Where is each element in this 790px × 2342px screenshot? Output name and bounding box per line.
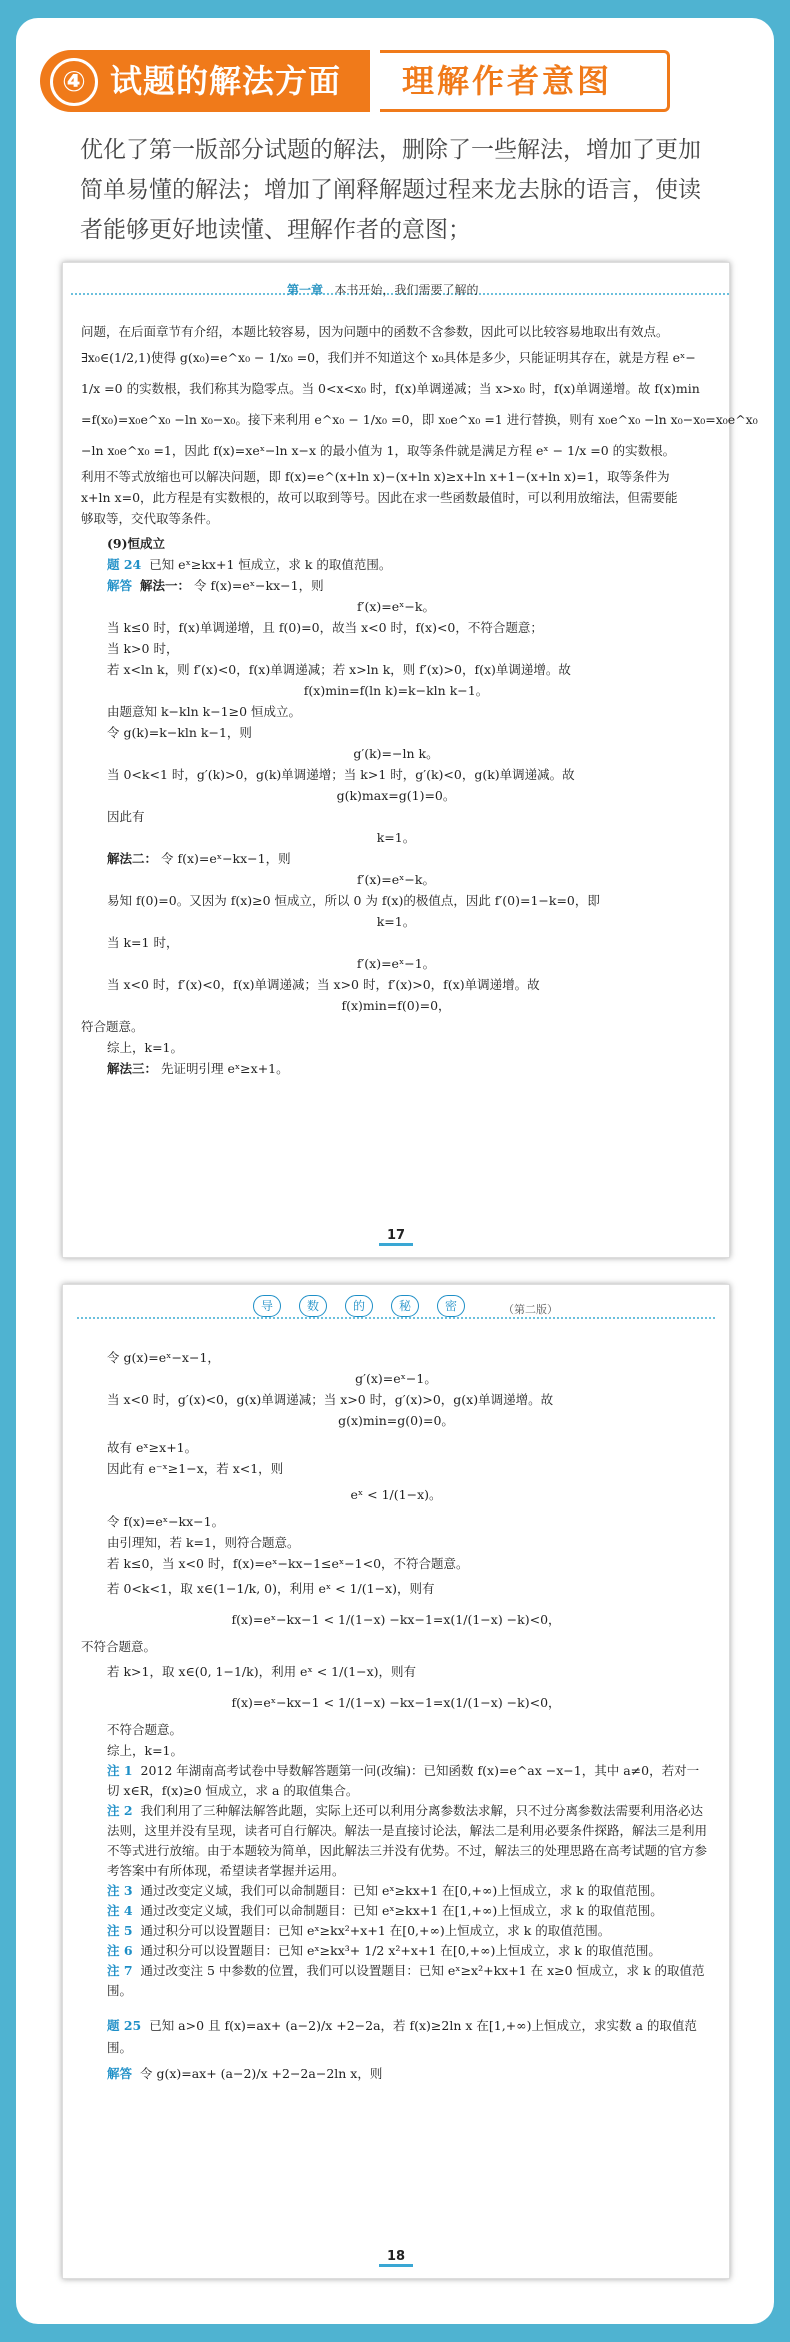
- text-line: 若 k>1，取 x∈(0, 1−1/k)，利用 eˣ < 1/(1−x)，则有: [107, 1664, 417, 1679]
- banner-title: 试题的解法方面: [110, 62, 342, 100]
- page-number-text: 17: [379, 1228, 413, 1246]
- page-number: [63, 1228, 729, 1243]
- text-line: 若 k≤0，当 x<0 时，f(x)=eˣ−kx−1≤eˣ−1<0，不符合题意。: [107, 1556, 469, 1571]
- formula-line: f′(x)=eˣ−k。: [357, 599, 435, 614]
- banner-subtitle-box: [380, 50, 670, 112]
- note-6: [81, 1941, 711, 1961]
- answer-start: [81, 2063, 711, 2084]
- header-chapter: 第一章: [287, 283, 324, 297]
- text-line: −ln x₀e^x₀ =1，因此 f(x)=xeˣ−ln x−x 的最小值为 1，取等条件就是满足方程 eˣ − 1/x =0 的实数根。: [81, 443, 676, 458]
- text-line: 由题意知 k−kln k−1≥0 恒成立。: [107, 704, 302, 719]
- question-label: 题 25: [107, 2018, 142, 2033]
- text-line: 故有 eˣ≥x+1。: [107, 1440, 198, 1455]
- formula-line: eˣ < 1/(1−x)。: [350, 1487, 442, 1502]
- header-edition: （第二版）: [503, 1303, 558, 1316]
- solution-text: 令 f(x)=eˣ−kx−1，则: [161, 851, 291, 866]
- text-line: 若 0<k<1，取 x∈(1−1/k, 0)，利用 eˣ < 1/(1−x)，则有: [107, 1581, 435, 1596]
- solution-text: 令 f(x)=eˣ−kx−1，则: [193, 578, 324, 593]
- header-dotted-rule: [77, 1317, 715, 1319]
- note-text: 通过积分可以设置题目：已知 eˣ≥kx³+ 1/2 x²+x+1 在[0,+∞)上恒成立，求 k 的取值范围。: [140, 1943, 661, 1958]
- formula-line: f′(x)=eˣ−k。: [357, 872, 435, 887]
- banner-title-box: [40, 50, 370, 112]
- note-label: 注 5: [107, 1923, 133, 1938]
- text-line: 当 x<0 时，f′(x)<0，f(x)单调递减；当 x>0 时，f′(x)>0，f(x)单调递增。故: [107, 977, 540, 992]
- note-text: 2012 年湖南高考试卷中导数解答题第一问(改编)：已知函数 f(x)=e^ax −x−1，其中 a≠0，若对一切 x∈R，f(x)≥0 恒成立，求 a 的取值集合。: [107, 1763, 700, 1798]
- formula-line: g′(x)=eˣ−1。: [355, 1371, 437, 1386]
- page-body: [81, 1347, 711, 2084]
- text-line: 不符合题意。: [107, 1722, 183, 1737]
- section-heading: (9)恒成立: [107, 536, 166, 551]
- book-page-17: [62, 262, 758, 1258]
- banner-number: ④: [50, 58, 98, 106]
- answer-text: 令 g(x)=ax+ (a−2)/x +2−2a−2ln x，则: [139, 2066, 383, 2081]
- question-25: [81, 2015, 711, 2059]
- text-line: =f(x₀)=x₀e^x₀ −ln x₀−x₀。接下来利用 e^x₀ − 1/x₀ =0，即 x₀e^x₀ =1 进行替换，则有 x₀e^x₀ −ln x₀−x₀=x₀e^x₀: [81, 412, 758, 427]
- formula-line: f(x)min=f(0)=0，: [341, 998, 451, 1013]
- formula-line: f′(x)=eˣ−1。: [356, 956, 436, 971]
- page-header: [63, 1295, 729, 1323]
- solution-2-start: [81, 848, 711, 869]
- note-text: 我们利用了三种解法解答此题，实际上还可以利用分离参数法求解，只不过分离参数法需要利用洛必达法则，这里并没有呈现，读者可自行解决。解法一是直接讨论法，解法二是利用必要条件探路，解法三是利用不等式进行放缩。由于本题较为简单，因此解法三并没有优势。不过，解法三的处理思路在高考试题的官方参考答案中有所体现，希望读者掌握并运用。: [107, 1803, 708, 1878]
- question-24: [81, 554, 711, 575]
- banner-subtitle: 理解作者意图: [402, 62, 613, 100]
- solution-label: 解法三：: [107, 1061, 158, 1076]
- formula-line: f(x)min=f(ln k)=k−kln k−1。: [303, 683, 489, 698]
- text-line: 当 k>0 时，: [107, 641, 179, 656]
- formula-line: k=1。: [376, 914, 416, 929]
- note-3: [81, 1881, 711, 1901]
- note-text: 通过改变定义域，我们可以命制题目：已知 eˣ≥kx+1 在[1,+∞)上恒成立，求 k 的取值范围。: [140, 1903, 663, 1918]
- header-book-title: [253, 1295, 465, 1317]
- note-4: [81, 1901, 711, 1921]
- solution-1-start: [81, 575, 711, 596]
- header-text: [287, 281, 478, 298]
- note-text: 通过改变注 5 中参数的位置，我们可以设置题目：已知 eˣ≥x²+kx+1 在 x≥0 恒成立，求 k 的取值范围。: [107, 1963, 705, 1998]
- solution-text: 先证明引理 eˣ≥x+1。: [161, 1061, 289, 1076]
- formula-line: f(x)=eˣ−kx−1 < 1/(1−x) −kx−1=x(1/(1−x) −k)<0，: [231, 1695, 561, 1710]
- text-line: 综上，k=1。: [107, 1743, 184, 1758]
- note-label: 注 7: [107, 1963, 133, 1978]
- text-line: 当 k=1 时，: [107, 935, 179, 950]
- header-title: 本书开始，我们需要了解的: [334, 283, 479, 297]
- note-2: [81, 1801, 711, 1881]
- note-text: 通过积分可以设置题目：已知 eˣ≥kx²+x+1 在[0,+∞)上恒成立，求 k 的取值范围。: [140, 1923, 611, 1938]
- text-line: 够取等，交代取等条件。: [81, 511, 219, 526]
- formula-line: f(x)=eˣ−kx−1 < 1/(1−x) −kx−1=x(1/(1−x) −k)<0，: [231, 1612, 561, 1627]
- solution-label: 解法二：: [107, 851, 158, 866]
- note-label: 注 4: [107, 1903, 133, 1918]
- page-number: [63, 2249, 729, 2264]
- text-line: x+ln x=0，此方程是有实数根的，故可以取到等号。因此在求一些函数最值时，可以利用放缩法，但需要能: [81, 490, 678, 505]
- note-5: [81, 1921, 711, 1941]
- text-line: 当 0<k<1 时，g′(k)>0，g(k)单调递增；当 k>1 时，g′(k)<0，g(k)单调递减。故: [107, 767, 575, 782]
- formula-line: k=1。: [376, 830, 416, 845]
- text-line: 由引理知，若 k=1，则符合题意。: [107, 1535, 300, 1550]
- note-label: 注 3: [107, 1883, 133, 1898]
- page-body: [81, 321, 758, 1079]
- text-line: 当 k≤0 时，f(x)单调递增，且 f(0)=0，故当 x<0 时，f(x)<0，不符合题意；: [107, 620, 543, 635]
- text-line: 令 g(x)=eˣ−x−1，: [107, 1350, 220, 1365]
- page-number-text: 18: [379, 2249, 413, 2267]
- text-line: 令 f(x)=eˣ−kx−1。: [107, 1514, 225, 1529]
- note-label: 注 6: [107, 1943, 133, 1958]
- book-page-18: [62, 1284, 730, 2279]
- text-line: 若 x<ln k，则 f′(x)<0，f(x)单调递减；若 x>ln k，则 f′(x)>0，f(x)单调递增。故: [107, 662, 571, 677]
- formula-line: g(k)max=g(1)=0。: [336, 788, 456, 803]
- header-title-char: 秘: [391, 1295, 419, 1317]
- page-header: [63, 279, 729, 303]
- note-label: 注 2: [107, 1803, 133, 1818]
- text-line: 因此有: [107, 809, 145, 824]
- header-title-char: 数: [299, 1295, 327, 1317]
- text-line: 不符合题意。: [81, 1639, 157, 1654]
- note-text: 通过改变定义域，我们可以命制题目：已知 eˣ≥kx+1 在[0,+∞)上恒成立，求 k 的取值范围。: [140, 1883, 663, 1898]
- text-line: 令 g(k)=k−kln k−1，则: [107, 725, 252, 740]
- question-text: 已知 eˣ≥kx+1 恒成立，求 k 的取值范围。: [149, 557, 392, 572]
- formula-line: g(x)min=g(0)=0。: [338, 1413, 454, 1428]
- text-line: 当 x<0 时，g′(x)<0，g(x)单调递减；当 x>0 时，g′(x)>0，g(x)单调递增。故: [107, 1392, 554, 1407]
- solution-3-start: [81, 1058, 711, 1079]
- formula-line: g′(k)=−ln k。: [353, 746, 439, 761]
- header-title-char: 的: [345, 1295, 373, 1317]
- text-line: ∃x₀∈(1/2,1)使得 g(x₀)=e^x₀ − 1/x₀ =0，我们并不知道这个 x₀具体是多少，只能证明其存在，就是方程 eˣ−: [81, 350, 696, 365]
- note-7: [81, 1961, 711, 2001]
- note-1: [81, 1761, 711, 1801]
- header-title-char: 导: [253, 1295, 281, 1317]
- answer-label: 解答: [107, 578, 133, 593]
- intro-paragraph: 优化了第一版部分试题的解法，删除了一些解法，增加了更加简单易懂的解法；增加了阐释解题过程来龙去脉的语言，使读者能够更好地读懂、理解作者的意图；: [80, 137, 701, 243]
- section-banner: [40, 50, 650, 112]
- text-line: 问题，在后面章节有介绍，本题比较容易，因为问题中的函数不含参数，因此可以比较容易地取出有效点。: [81, 324, 669, 339]
- header-title-char: 密: [437, 1295, 465, 1317]
- text-line: 符合题意。: [81, 1019, 144, 1034]
- text-line: 1/x =0 的实数根，我们称其为隐零点。当 0<x<x₀ 时，f(x)单调递减；当 x>x₀ 时，f(x)单调递增。故 f(x)min: [81, 381, 700, 396]
- answer-label: 解答: [107, 2066, 133, 2081]
- solution-label: 解法一：: [139, 578, 190, 593]
- question-label: 题 24: [107, 557, 142, 572]
- note-label: 注 1: [107, 1763, 133, 1778]
- text-line: 综上，k=1。: [107, 1040, 184, 1055]
- question-text: 已知 a>0 且 f(x)=ax+ (a−2)/x +2−2a，若 f(x)≥2ln x 在[1,+∞)上恒成立，求实数 a 的取值范围。: [107, 2018, 697, 2055]
- text-line: 因此有 e⁻ˣ≥1−x，若 x<1，则: [107, 1461, 284, 1476]
- text-line: 利用不等式放缩也可以解决问题，即 f(x)=e^(x+ln x)−(x+ln x)≥x+ln x+1−(x+ln x)=1，取等条件为: [81, 469, 670, 484]
- text-line: 易知 f(0)=0。又因为 f(x)≥0 恒成立，所以 0 为 f(x)的极值点，因此 f′(0)=1−k=0，即: [107, 893, 600, 908]
